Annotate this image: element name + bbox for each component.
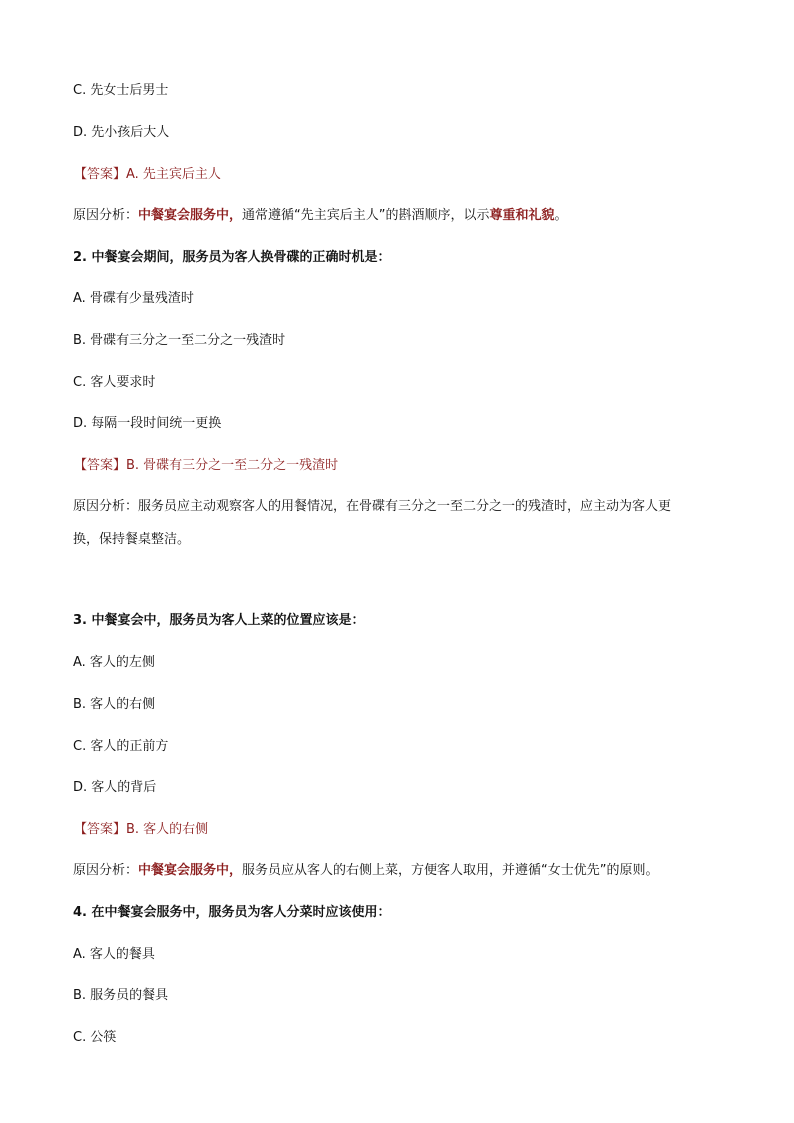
q3-answer: 【答案】B. 客人的右侧	[74, 822, 209, 837]
q1-option-c: C. 先女士后男士	[73, 83, 169, 98]
q4-option-a: A. 客人的餐具	[73, 947, 155, 962]
q3-option-b: B. 客人的右侧	[73, 697, 156, 712]
q1-analysis-highlight-2: 尊重和礼貌	[489, 208, 555, 223]
q1-option-d: D. 先小孩后大人	[73, 125, 170, 140]
q2-option-d: D. 每隔一段时间统一更换	[73, 416, 222, 431]
q3-analysis	[73, 862, 659, 880]
q2-option-b: B. 骨碟有三分之一至二分之一残渣时	[73, 333, 286, 348]
q1-answer: 【答案】A. 先主宾后主人	[74, 167, 221, 182]
q1-analysis-end: 。	[554, 208, 568, 223]
q2-answer: 【答案】B. 骨碟有三分之一至二分之一残渣时	[74, 458, 339, 473]
q1-analysis-text: 通常遵循“先主宾后主人”的斟酒顺序，以示	[242, 208, 490, 223]
q2-question: 2. 中餐宴会期间，服务员为客人换骨碟的正确时机是：	[73, 250, 391, 265]
q3-option-a: A. 客人的左侧	[73, 655, 155, 670]
q1-analysis-highlight: 中餐宴会服务中，	[138, 208, 243, 223]
q3-analysis-text: 服务员应从客人的右侧上菜，方便客人取用，并遵循“女士优先”的原则。	[242, 863, 659, 878]
q2-analysis-line-2: 换，保持餐桌整洁。	[73, 532, 191, 547]
q4-option-b: B. 服务员的餐具	[73, 988, 169, 1003]
q3-option-c: C. 客人的正前方	[73, 739, 169, 754]
q1-analysis-prefix: 原因分析：	[73, 208, 139, 223]
q3-question: 3. 中餐宴会中，服务员为客人上菜的位置应该是：	[73, 613, 365, 628]
q3-analysis-prefix: 原因分析：	[73, 863, 139, 878]
q2-option-a: A. 骨碟有少量残渣时	[73, 291, 194, 306]
q1-analysis	[73, 207, 568, 225]
q4-question: 4. 在中餐宴会服务中，服务员为客人分菜时应该使用：	[73, 905, 391, 920]
q4-option-c: C. 公筷	[73, 1030, 117, 1045]
q2-option-c: C. 客人要求时	[73, 375, 156, 390]
q3-analysis-highlight: 中餐宴会服务中，	[138, 863, 243, 878]
q2-analysis-line-1: 原因分析：服务员应主动观察客人的用餐情况，在骨碟有三分之一至二分之一的残渣时，应主动为客人更	[73, 499, 672, 514]
q3-option-d: D. 客人的背后	[73, 780, 157, 795]
